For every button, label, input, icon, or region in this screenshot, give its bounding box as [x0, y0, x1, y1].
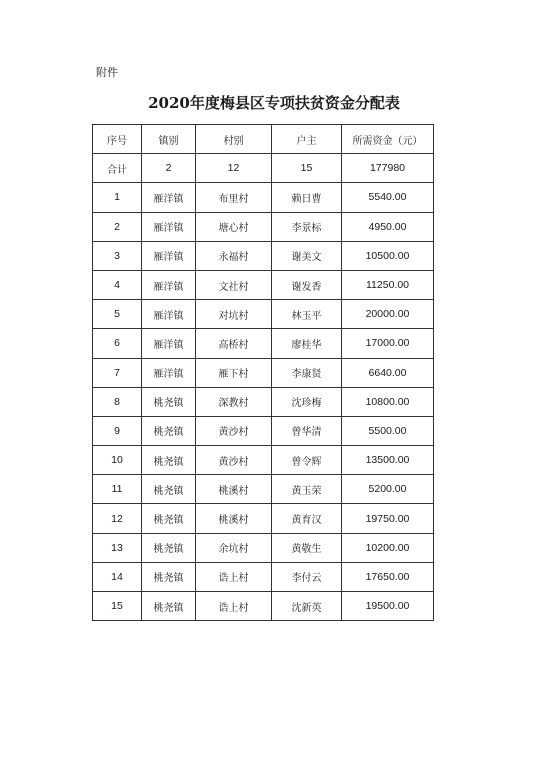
header-funds: 所需资金（元）: [342, 125, 434, 154]
table-row: [93, 504, 434, 533]
table-row: [93, 562, 434, 591]
cell-funds: 10800.00: [342, 387, 434, 416]
cell-householder: 曾华清: [272, 416, 342, 445]
cell-funds: 10500.00: [342, 241, 434, 270]
cell-funds: 6640.00: [342, 358, 434, 387]
cell-village: 桃溪村: [196, 475, 272, 504]
cell-village: 黄沙村: [196, 416, 272, 445]
document-title: 2020年度梅县区专项扶贫资金分配表: [148, 94, 400, 112]
cell-funds: 19750.00: [342, 504, 434, 533]
cell-village: 诰上村: [196, 592, 272, 621]
cell-village: 永福村: [196, 241, 272, 270]
cell-funds: 17000.00: [342, 329, 434, 358]
total-households: 15: [272, 154, 342, 183]
cell-householder: 赖日曹: [272, 183, 342, 212]
cell-town: 雁洋镇: [142, 212, 196, 241]
total-villages: 12: [196, 154, 272, 183]
cell-householder: 李康贤: [272, 358, 342, 387]
cell-town: 雁洋镇: [142, 270, 196, 299]
cell-town: 桃尧镇: [142, 533, 196, 562]
cell-town: 桃尧镇: [142, 446, 196, 475]
cell-town: 桃尧镇: [142, 475, 196, 504]
cell-village: 深教村: [196, 387, 272, 416]
cell-householder: 谢美文: [272, 241, 342, 270]
cell-village: 文社村: [196, 270, 272, 299]
cell-village: 黄沙村: [196, 446, 272, 475]
cell-funds: 11250.00: [342, 270, 434, 299]
cell-index: 11: [93, 475, 142, 504]
header-householder: 户主: [272, 125, 342, 154]
cell-householder: 林玉平: [272, 300, 342, 329]
table-row: [93, 592, 434, 621]
cell-village: 高桥村: [196, 329, 272, 358]
total-funds: 177980: [342, 154, 434, 183]
cell-funds: 19500.00: [342, 592, 434, 621]
cell-funds: 5200.00: [342, 475, 434, 504]
table-row: [93, 270, 434, 299]
table-row: [93, 300, 434, 329]
cell-town: 桃尧镇: [142, 387, 196, 416]
cell-town: 雁洋镇: [142, 300, 196, 329]
cell-index: 6: [93, 329, 142, 358]
table-row: [93, 241, 434, 270]
cell-householder: 黄敬生: [272, 533, 342, 562]
cell-funds: 17650.00: [342, 562, 434, 591]
cell-householder: 黄玉荣: [272, 475, 342, 504]
cell-town: 雁洋镇: [142, 183, 196, 212]
cell-householder: 沈珍梅: [272, 387, 342, 416]
total-label: 合计: [93, 154, 142, 183]
cell-village: 桃溪村: [196, 504, 272, 533]
cell-town: 桃尧镇: [142, 504, 196, 533]
cell-index: 9: [93, 416, 142, 445]
cell-funds: 5540.00: [342, 183, 434, 212]
table-row: [93, 212, 434, 241]
cell-town: 桃尧镇: [142, 592, 196, 621]
cell-funds: 10200.00: [342, 533, 434, 562]
cell-town: 桃尧镇: [142, 562, 196, 591]
cell-town: 雁洋镇: [142, 329, 196, 358]
header-index: 序号: [93, 125, 142, 154]
table-body: [93, 125, 434, 621]
cell-village: 余坑村: [196, 533, 272, 562]
cell-town: 雁洋镇: [142, 358, 196, 387]
table-row: [93, 358, 434, 387]
cell-village: 塘心村: [196, 212, 272, 241]
cell-index: 3: [93, 241, 142, 270]
cell-village: 布里村: [196, 183, 272, 212]
cell-village: 对坑村: [196, 300, 272, 329]
table-row: [93, 416, 434, 445]
cell-village: 诰上村: [196, 562, 272, 591]
cell-index: 12: [93, 504, 142, 533]
table-row: [93, 183, 434, 212]
cell-householder: 李付云: [272, 562, 342, 591]
cell-index: 14: [93, 562, 142, 591]
cell-index: 13: [93, 533, 142, 562]
table-row: [93, 475, 434, 504]
table-row: [93, 387, 434, 416]
cell-householder: 黄育汉: [272, 504, 342, 533]
cell-index: 5: [93, 300, 142, 329]
total-towns: 2: [142, 154, 196, 183]
cell-village: 雁下村: [196, 358, 272, 387]
cell-index: 1: [93, 183, 142, 212]
cell-town: 桃尧镇: [142, 416, 196, 445]
attachment-label: 附件: [96, 66, 118, 79]
cell-funds: 4950.00: [342, 212, 434, 241]
cell-index: 4: [93, 270, 142, 299]
cell-index: 7: [93, 358, 142, 387]
table-row: [93, 533, 434, 562]
cell-index: 8: [93, 387, 142, 416]
table-row: [93, 329, 434, 358]
table-total-row: [93, 154, 434, 183]
cell-funds: 13500.00: [342, 446, 434, 475]
cell-index: 15: [93, 592, 142, 621]
header-town: 镇别: [142, 125, 196, 154]
cell-town: 雁洋镇: [142, 241, 196, 270]
fund-allocation-table: [92, 124, 434, 621]
table-header-row: [93, 125, 434, 154]
cell-householder: 廖桂华: [272, 329, 342, 358]
cell-index: 10: [93, 446, 142, 475]
table-row: [93, 446, 434, 475]
header-village: 村别: [196, 125, 272, 154]
cell-householder: 谢发香: [272, 270, 342, 299]
cell-funds: 5500.00: [342, 416, 434, 445]
cell-householder: 曾令辉: [272, 446, 342, 475]
cell-funds: 20000.00: [342, 300, 434, 329]
cell-index: 2: [93, 212, 142, 241]
cell-householder: 李景标: [272, 212, 342, 241]
cell-householder: 沈新英: [272, 592, 342, 621]
